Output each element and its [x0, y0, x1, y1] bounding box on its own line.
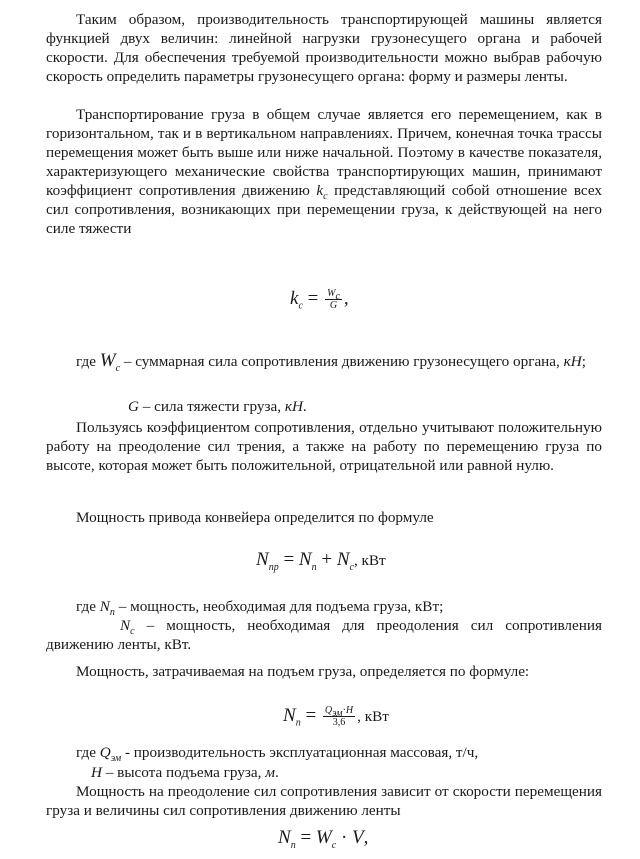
paragraph-transport-text: Транспортирование груза в общем случае является его перемещением, как в горизонтальном, так и в вертикальном направлениях. Причем, конечная точка трассы перемещения может быть выше или ниже начальной. Поэтому в качестве показателя, характеризующего механические свойства транспортирующих машин, принимают коэффициент сопротивления движению [46, 106, 602, 199]
formula-npr: $N_{пр} = N_п + N_c$, кВт [256, 549, 386, 573]
paragraph-drive-power: Мощность привода конвейера определится по формуле [76, 509, 434, 526]
paragraph-resistance-power: Мощность на преодоление сил сопротивления зависит от скорости перемещения груза и величины сил сопротивления движению ленты [46, 783, 602, 819]
formula-kc: $k_c$ = $\frac{W_c}{G}$ , [290, 287, 349, 312]
definition-g: G – сила тяжести груза, кН. [128, 398, 307, 415]
fraction-q-h: $\frac{Q_{эм}\cdot H}{3,6}$ [324, 705, 354, 728]
fraction-wc-g: $\frac{W_c}{G}$ [327, 288, 340, 311]
formula-nc: $N_п = W_c \cdot V$, [278, 827, 369, 851]
definition-nc: $N_c$ – мощность, необходимая для преодоления сил сопротивления движению ленты, кВт. [46, 617, 602, 653]
symbol-q: $Q_{эм}$ [99, 744, 122, 765]
paragraph-coefficient: Пользуясь коэффициентом сопротивления, отдельно учитывают положительную работу на преодоление сил трения, а также на работу по перемещению груза по высоте, которая может быть положительной, отрицательной или равной нулю. [46, 419, 602, 474]
definition-nn: где $N_п$ – мощность, необходимая для подъема груза, кВт; [76, 598, 444, 619]
paragraph-transport [46, 105, 602, 238]
paragraph-transport-text-2: представляющий собой отношение всех сил сопротивления, возникающих при перемещении груза, к действующей на него силе тяжести [46, 182, 602, 237]
definition-h: H – высота подъема груза, м. [91, 764, 279, 781]
symbol-kc: $k_c$ [316, 182, 328, 203]
formula-nn: $N_п$ = $\frac{Q_{эм}\cdot H}{3,6}$ , кВт [283, 704, 389, 729]
symbol-nc: $N_c$ [120, 617, 135, 638]
paragraph-lift-power: Мощность, затрачиваемая на подъем груза, определяется по формуле: [76, 663, 530, 680]
symbol-wc: $W_c$ [99, 350, 121, 374]
paragraph-intro: Таким образом, производительность транспортирующей машины является функцией двух величин: линейной нагрузки грузонесущего органа и рабочей скорости. Для обеспечения требуемой производительности можно выбрав рабочую скорость определить параметры грузонесущего органа: форму и размеры ленты. [46, 11, 602, 85]
definition-wc: где $W_c$ – суммарная сила сопротивления движению грузонесущего органа, кН; [76, 350, 586, 374]
symbol-nn: $N_п$ [99, 598, 115, 619]
definition-q: где $Q_{эм}$ - производительность эксплуатационная массовая, т/ч, [76, 744, 479, 765]
